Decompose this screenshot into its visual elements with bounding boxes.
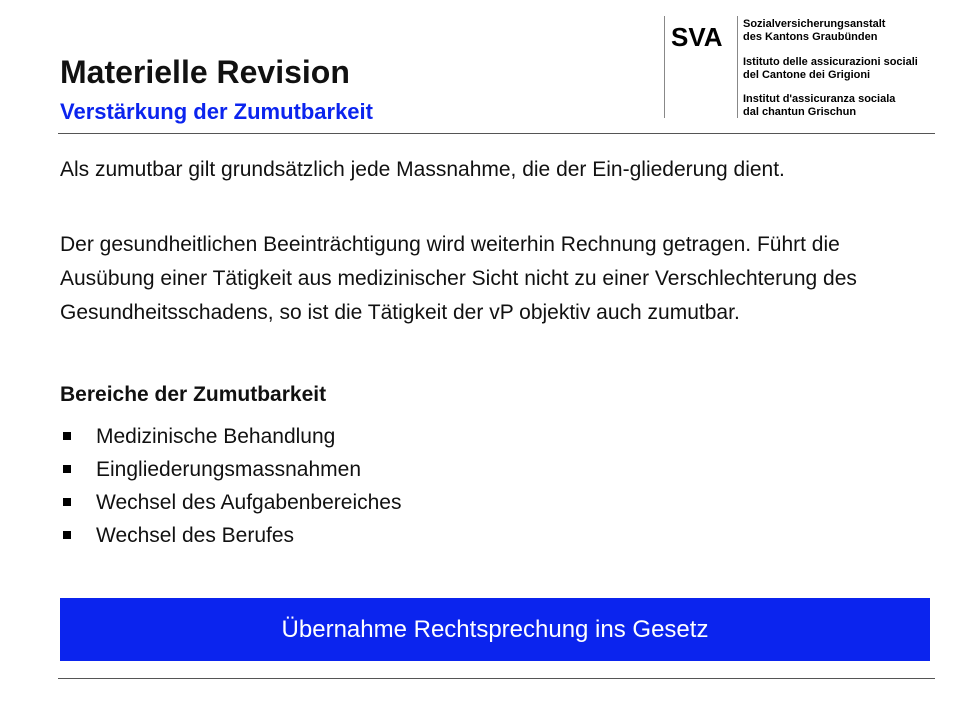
footer-divider — [58, 678, 935, 679]
list-item-text: Wechsel des Aufgabenbereiches — [96, 491, 402, 514]
logo-line: Istituto delle assicurazioni sociali — [743, 56, 918, 68]
page-title: Materielle Revision — [60, 54, 350, 90]
square-bullet-icon — [63, 465, 71, 473]
logo-line: Institut d'assicuranza sociala — [743, 93, 896, 105]
list-item-text: Wechsel des Berufes — [96, 524, 295, 547]
list-item-text: Eingliederungsmassnahmen — [96, 458, 361, 481]
square-bullet-icon — [63, 498, 71, 506]
conclusion-banner: Übernahme Rechtsprechung ins Gesetz — [60, 598, 930, 661]
logo-line: dal chantun Grischun — [743, 106, 857, 118]
list-item-text: Medizinische Behandlung — [96, 425, 336, 448]
logo-line: del Cantone dei Grigioni — [743, 69, 871, 81]
square-bullet-icon — [63, 432, 71, 440]
paragraph-zumutbar: Als zumutbar gilt grundsätzlich jede Massnahme, die der Ein-gliederung dient. — [60, 158, 785, 181]
logo-divider — [737, 16, 738, 118]
logo-text-it — [743, 56, 918, 82]
header-divider — [58, 133, 935, 134]
logo-text-de — [743, 18, 885, 44]
sva-logo — [664, 16, 917, 118]
page-subtitle: Verstärkung der Zumutbarkeit — [60, 99, 373, 124]
logo-line: Sozialversicherungsanstalt — [743, 18, 886, 30]
section-heading: Bereiche der Zumutbarkeit — [60, 383, 327, 406]
logo-mark: SVA — [671, 22, 723, 52]
square-bullet-icon — [63, 531, 71, 539]
paragraph-beeintraechtigung: Der gesundheitlichen Beeinträchtigung wird weiterhin Rechnung getragen. Führt die Ausübung einer Tätigkeit aus medizinischer Sicht nicht zu einer Verschlechterung des Gesundheitsschadens, so ist die Tätigkeit der vP objektiv auch zumutbar. — [60, 233, 857, 324]
logo-text-rm — [743, 93, 895, 119]
logo-line: des Kantons Graubünden — [743, 31, 878, 43]
